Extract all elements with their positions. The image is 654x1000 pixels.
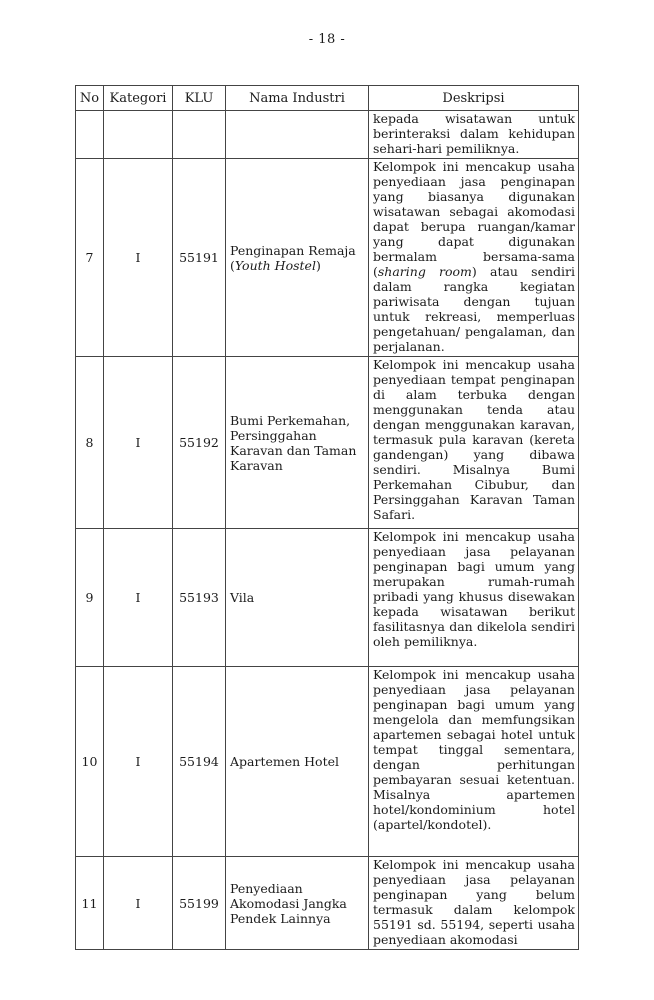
cell-klu bbox=[173, 111, 226, 159]
cell-deskripsi: Kelompok ini mencakup usaha penyediaan tempat penginapan di alam terbuka dengan menggunakan tenda atau dengan menggunakan karavan, termasuk pula karavan (kereta gandengan) yang dibawa sendiri. Misalnya Bumi Perkemahan Cibubur, dan Persinggahan Karavan Taman Safari. bbox=[369, 357, 579, 529]
table-row bbox=[76, 357, 579, 529]
cell-no: 7 bbox=[76, 159, 104, 357]
cell-kategori: I bbox=[104, 159, 173, 357]
cell-deskripsi: kepada wisatawan untuk berinteraksi dalam kehidupan sehari-hari pemiliknya. bbox=[369, 111, 579, 159]
table-body bbox=[76, 111, 579, 950]
header-nama-industri: Nama Industri bbox=[226, 86, 369, 111]
cell-no bbox=[76, 111, 104, 159]
header-kategori: Kategori bbox=[104, 86, 173, 111]
page-number: - 18 - bbox=[308, 32, 346, 47]
cell-klu: 55193 bbox=[173, 529, 226, 667]
cell-nama-industri: Penginapan Remaja (Youth Hostel) bbox=[226, 159, 369, 357]
cell-no: 9 bbox=[76, 529, 104, 667]
cell-nama-industri: Bumi Perkemahan, Persinggahan Karavan dan Taman Karavan bbox=[226, 357, 369, 529]
cell-no: 8 bbox=[76, 357, 104, 529]
cell-klu: 55191 bbox=[173, 159, 226, 357]
cell-nama-industri: Vila bbox=[226, 529, 369, 667]
cell-nama-industri: Penyediaan Akomodasi Jangka Pendek Lainnya bbox=[226, 857, 369, 950]
cell-deskripsi: Kelompok ini mencakup usaha penyediaan jasa pelayanan penginapan bagi umum yang mengelola dan memfungsikan apartemen sebagai hotel untuk tempat tinggal sementara, dengan perhitungan pembayaran sesuai ketentuan. Misalnya apartemen hotel/kondominium hotel (apartel/kondotel). bbox=[369, 667, 579, 857]
cell-kategori: I bbox=[104, 357, 173, 529]
cell-no: 10 bbox=[76, 667, 104, 857]
table-header bbox=[76, 86, 579, 111]
table-row bbox=[76, 857, 579, 950]
header-klu: KLU bbox=[173, 86, 226, 111]
cell-deskripsi: Kelompok ini mencakup usaha penyediaan jasa penginapan yang biasanya digunakan wisatawan sebagai akomodasi dapat berupa ruangan/kamar yang dapat digunakan bermalam bersama-sama (sharing room) atau sendiri dalam rangka kegiatan pariwisata dengan tujuan untuk rekreasi, memperluas pengetahuan/ pengalaman, dan perjalanan. bbox=[369, 159, 579, 357]
cell-kategori bbox=[104, 111, 173, 159]
klu-table bbox=[75, 85, 579, 950]
header-no: No bbox=[76, 86, 104, 111]
cell-nama-industri: Apartemen Hotel bbox=[226, 667, 369, 857]
cell-kategori: I bbox=[104, 529, 173, 667]
cell-klu: 55199 bbox=[173, 857, 226, 950]
cell-klu: 55192 bbox=[173, 357, 226, 529]
cell-deskripsi: Kelompok ini mencakup usaha penyediaan jasa pelayanan penginapan yang belum termasuk dalam kelompok 55191 sd. 55194, seperti usaha penyediaan akomodasi bbox=[369, 857, 579, 950]
cell-kategori: I bbox=[104, 857, 173, 950]
table-row bbox=[76, 667, 579, 857]
header-deskripsi: Deskripsi bbox=[369, 86, 579, 111]
cell-no: 11 bbox=[76, 857, 104, 950]
table-row bbox=[76, 529, 579, 667]
table-header-row bbox=[76, 86, 579, 111]
cell-kategori: I bbox=[104, 667, 173, 857]
cell-deskripsi: Kelompok ini mencakup usaha penyediaan jasa pelayanan penginapan bagi umum yang merupakan rumah-rumah pribadi yang khusus disewakan kepada wisatawan berikut fasilitasnya dan dikelola sendiri oleh pemiliknya. bbox=[369, 529, 579, 667]
table-row bbox=[76, 111, 579, 159]
cell-klu: 55194 bbox=[173, 667, 226, 857]
cell-nama-industri bbox=[226, 111, 369, 159]
table-row bbox=[76, 159, 579, 357]
